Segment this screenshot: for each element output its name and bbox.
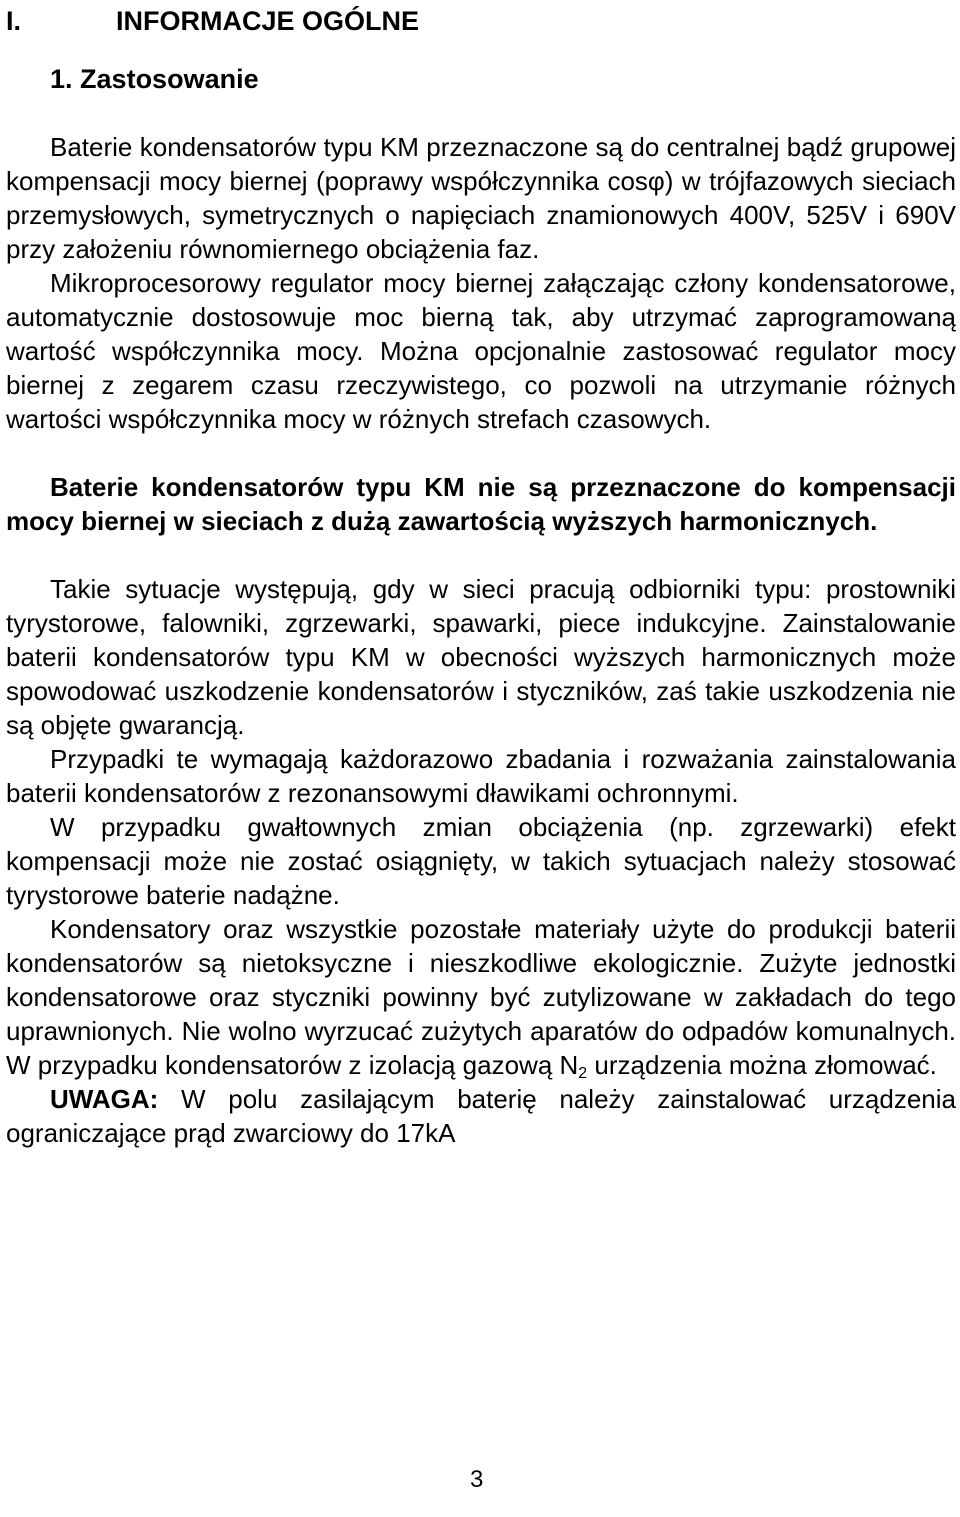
paragraph-cases: Przypadki te wymagają każdorazowo zbadania i rozważania zainstalowania baterii kondensatorów z rezonansowymi dławikami ochronnymi. (6, 744, 956, 808)
spacer (6, 538, 956, 572)
paragraph-regulator: Mikroprocesorowy regulator mocy biernej załączając człony kondensatorowe, automatycznie dostosowuje moc bierną tak, aby utrzymać zaprogramowaną wartość współczynnika mocy. Można opcjonalnie zastosować regulator mocy biernej z zegarem czasu rzeczywistego, co pozwoli na utrzymanie różnych wartości współczynnika mocy w różnych strefach czasowych. (6, 268, 956, 434)
nitrogen-subscript: 2 (578, 1065, 588, 1082)
materials-text-end: urządzenia można złomować. (587, 1050, 937, 1080)
paragraph-warning (6, 1082, 956, 1150)
subsection-heading (50, 62, 259, 96)
subsection-number: 1. (50, 64, 73, 94)
paragraph-harmonics-warning: Baterie kondensatorów typu KM nie są przeznaczone do kompensacji mocy biernej w sieciach z dużą zawartością wyższych harmonicznych. (6, 472, 956, 536)
paragraph-load-changes: W przypadku gwałtownych zmian obciążenia (np. zgrzewarki) efekt kompensacji może nie zostać osiągnięty, w takich sytuacjach należy stosować tyrystorowe baterie nadążne. (6, 812, 956, 910)
paragraph-situations: Takie sytuacje występują, gdy w sieci pracują odbiorniki typu: prostowniki tyrystorowe, falowniki, zgrzewarki, spawarki, piece indukcyjne. Zainstalowanie baterii kondensatorów typu KM w obecności wyższych harmonicznych może spowodować uszkodzenie kondensatorów i styczników, zaś takie uszkodzenia nie są objęte gwarancją. (6, 574, 956, 740)
page-number: 3 (470, 1466, 484, 1493)
paragraph-application: Baterie kondensatorów typu KM przeznaczone są do centralnej bądź grupowej kompensacji mocy biernej (poprawy współczynnika cosφ) w trójfazowych sieciach przemysłowych, symetrycznych o napięciach znamionowych 400V, 525V i 690V przy założeniu równomiernego obciążenia faz. (6, 132, 956, 264)
section-heading (6, 4, 419, 38)
warning-label: UWAGA: (50, 1084, 159, 1114)
body-text (6, 130, 956, 1150)
section-title: INFORMACJE OGÓLNE (116, 6, 420, 36)
paragraph-materials (6, 912, 956, 1082)
subsection-title: Zastosowanie (80, 64, 259, 94)
spacer (6, 436, 956, 470)
section-number: I. (6, 6, 22, 36)
materials-text: Kondensatory oraz wszystkie pozostałe materiały użyte do produkcji baterii kondensatorów są nietoksyczne i nieszkodliwe ekologicznie. Zużyte jednostki kondensatorowe oraz styczniki powinny być zutylizowane w zakładach do tego uprawnionych. Nie wolno wyrzucać zużytych aparatów do odpadów komunalnych. W przypadku kondensatorów z izolacją gazową N (6, 914, 956, 1080)
warning-text: W polu zasilającym baterię należy zainstalować urządzenia ograniczające prąd zwarciowy do 17kA (6, 1084, 956, 1148)
